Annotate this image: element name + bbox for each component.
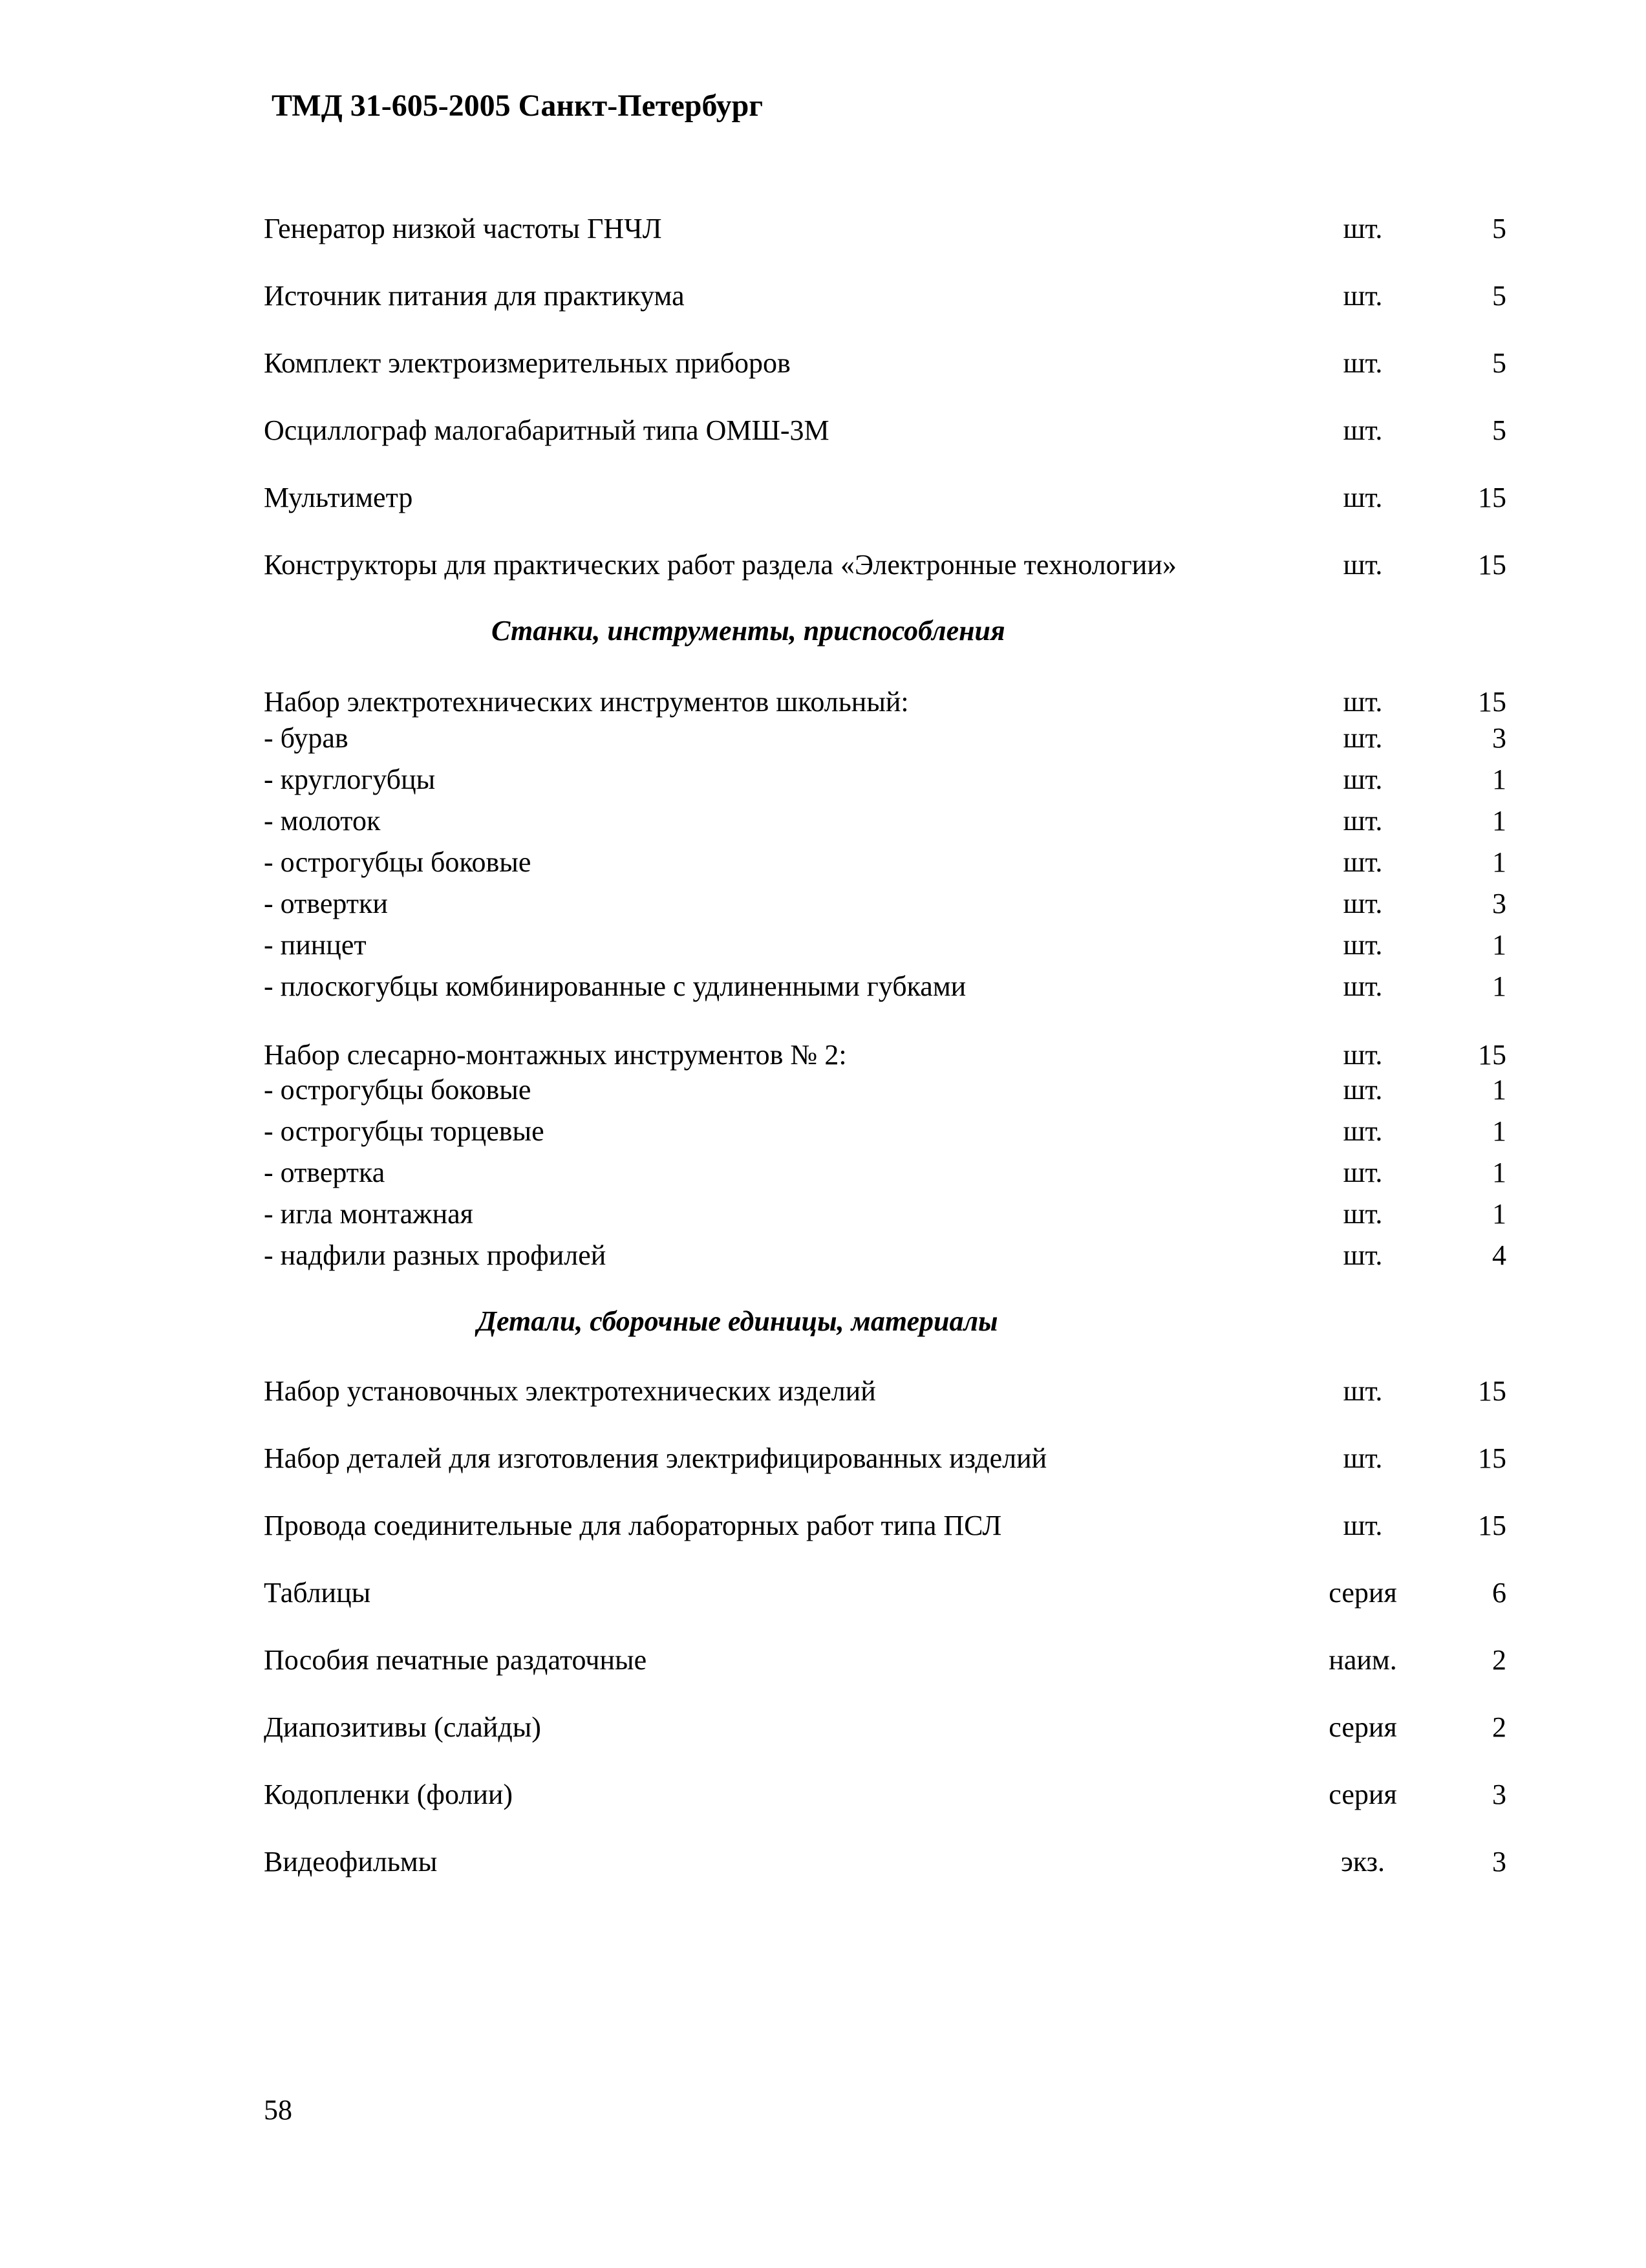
- item-quantity: 1: [1492, 1198, 1506, 1230]
- item-unit: экз.: [1340, 1846, 1385, 1878]
- item-name: Кодопленки (фолии): [264, 1779, 513, 1810]
- item-name: - отвертки: [264, 888, 388, 919]
- item-unit: шт.: [1343, 1074, 1383, 1106]
- item-unit: шт.: [1343, 1510, 1383, 1541]
- item-quantity: 1: [1492, 764, 1506, 795]
- item-name: - круглогубцы: [264, 764, 436, 795]
- item-quantity: 15: [1478, 1039, 1506, 1071]
- item-name: Источник питания для практикума: [264, 280, 685, 312]
- item-unit: шт.: [1343, 1157, 1383, 1188]
- item-unit: шт.: [1343, 970, 1383, 1002]
- item-unit: шт.: [1343, 1375, 1383, 1407]
- item-quantity: 1: [1492, 1157, 1506, 1188]
- item-quantity: 1: [1492, 970, 1506, 1002]
- section-heading-tools: Станки, инструменты, приспособления: [491, 615, 1005, 647]
- item-name: Таблицы: [264, 1577, 371, 1609]
- item-name: - отвертка: [264, 1157, 385, 1188]
- item-unit: наим.: [1329, 1644, 1397, 1676]
- item-name: Диапозитивы (слайды): [264, 1711, 541, 1743]
- item-unit: шт.: [1343, 888, 1383, 919]
- item-unit: шт.: [1343, 482, 1383, 513]
- page-number: 58: [264, 2094, 292, 2126]
- item-quantity: 5: [1492, 213, 1506, 244]
- item-name: - острогубцы торцевые: [264, 1115, 544, 1147]
- item-unit: шт.: [1343, 1239, 1383, 1271]
- item-quantity: 1: [1492, 1074, 1506, 1106]
- document-title: ТМД 31-605-2005 Санкт-Петербург: [272, 89, 764, 123]
- item-quantity: 5: [1492, 280, 1506, 312]
- item-unit: шт.: [1343, 213, 1383, 244]
- item-unit: шт.: [1343, 549, 1383, 581]
- item-name: Набор установочных электротехнических изделий: [264, 1375, 876, 1407]
- item-unit: шт.: [1343, 846, 1383, 878]
- item-quantity: 3: [1492, 1846, 1506, 1878]
- item-unit: шт.: [1343, 1115, 1383, 1147]
- item-unit: шт.: [1343, 1039, 1383, 1071]
- item-quantity: 3: [1492, 1779, 1506, 1810]
- item-quantity: 3: [1492, 722, 1506, 754]
- item-name: Генератор низкой частоты ГНЧЛ: [264, 213, 662, 244]
- item-name: - игла монтажная: [264, 1198, 473, 1230]
- item-unit: шт.: [1343, 805, 1383, 837]
- item-unit: серия: [1329, 1779, 1397, 1810]
- item-quantity: 15: [1478, 686, 1506, 718]
- item-unit: серия: [1329, 1711, 1397, 1743]
- item-unit: шт.: [1343, 347, 1383, 379]
- item-unit: шт.: [1343, 1198, 1383, 1230]
- item-unit: шт.: [1343, 414, 1383, 446]
- item-quantity: 15: [1478, 1375, 1506, 1407]
- item-quantity: 1: [1492, 1115, 1506, 1147]
- item-unit: шт.: [1343, 280, 1383, 312]
- item-unit: шт.: [1343, 929, 1383, 961]
- item-unit: шт.: [1343, 764, 1383, 795]
- item-quantity: 2: [1492, 1644, 1506, 1676]
- item-quantity: 1: [1492, 846, 1506, 878]
- item-name: - надфили разных профилей: [264, 1239, 606, 1271]
- item-name: - острогубцы боковые: [264, 1074, 531, 1106]
- item-quantity: 5: [1492, 414, 1506, 446]
- item-name: Видеофильмы: [264, 1846, 438, 1878]
- item-name: Конструкторы для практических работ раздела «Электронные технологии»: [264, 549, 1177, 581]
- item-unit: шт.: [1343, 722, 1383, 754]
- item-quantity: 4: [1492, 1239, 1506, 1271]
- item-quantity: 15: [1478, 1442, 1506, 1474]
- item-quantity: 15: [1478, 549, 1506, 581]
- item-name: - бурав: [264, 722, 348, 754]
- section-heading-parts: Детали, сборочные единицы, материалы: [477, 1305, 998, 1337]
- item-name: Комплект электроизмерительных приборов: [264, 347, 791, 379]
- item-name: Набор деталей для изготовления электрифицированных изделий: [264, 1442, 1047, 1474]
- item-quantity: 1: [1492, 929, 1506, 961]
- item-unit: шт.: [1343, 686, 1383, 718]
- item-name: Набор электротехнических инструментов школьный:: [264, 686, 909, 718]
- item-quantity: 6: [1492, 1577, 1506, 1609]
- item-name: Пособия печатные раздаточные: [264, 1644, 647, 1676]
- item-name: Мультиметр: [264, 482, 413, 513]
- item-name: Набор слесарно-монтажных инструментов № 2:: [264, 1039, 847, 1071]
- item-quantity: 2: [1492, 1711, 1506, 1743]
- item-name: - острогубцы боковые: [264, 846, 531, 878]
- item-name: - плоскогубцы комбинированные с удлиненными губками: [264, 970, 967, 1002]
- item-quantity: 1: [1492, 805, 1506, 837]
- item-unit: серия: [1329, 1577, 1397, 1609]
- item-name: - пинцет: [264, 929, 367, 961]
- item-unit: шт.: [1343, 1442, 1383, 1474]
- item-name: Провода соединительные для лабораторных работ типа ПСЛ: [264, 1510, 1002, 1541]
- item-quantity: 15: [1478, 482, 1506, 513]
- item-quantity: 5: [1492, 347, 1506, 379]
- item-quantity: 15: [1478, 1510, 1506, 1541]
- item-quantity: 3: [1492, 888, 1506, 919]
- item-name: - молоток: [264, 805, 381, 837]
- item-name: Осциллограф малогабаритный типа ОМШ-3М: [264, 414, 829, 446]
